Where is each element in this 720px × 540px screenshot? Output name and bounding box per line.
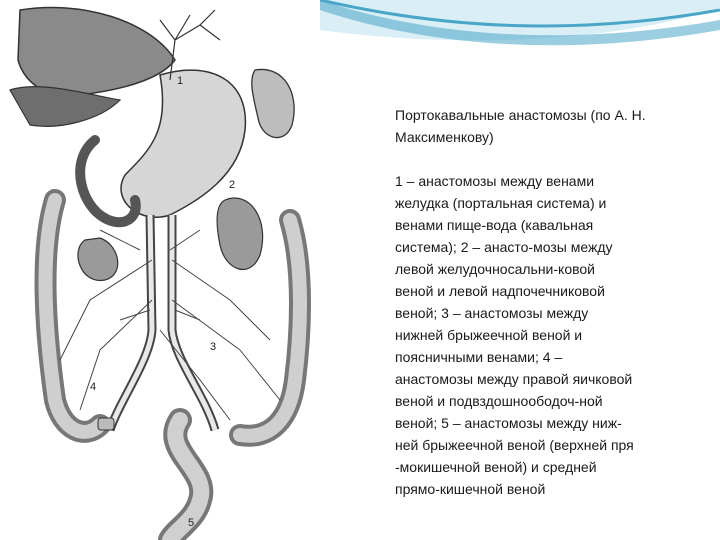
caption-line: венами пище-вода (кавальная [395, 217, 594, 233]
caption-line: система); 2 – анасто-мозы между [395, 239, 613, 255]
anatomy-illustration [0, 0, 330, 540]
caption-line: веной и левой надпочечниковой [395, 283, 605, 299]
caption-line: нижней брыжеечной веной и [395, 327, 583, 343]
caption-line: веной; 5 – анастомозы между ниж- [395, 415, 622, 431]
figure-label-3: 3 [210, 341, 217, 353]
caption-line: желудка (портальная система) и [395, 195, 607, 211]
caption-line: 1 – анастомозы между венами [395, 173, 595, 189]
caption-text [395, 104, 675, 500]
anatomy-drawing [0, 0, 330, 540]
figure-label-4: 4 [90, 381, 97, 393]
figure-label-5: 5 [188, 517, 195, 529]
caption-line: анастомозы между правой яичковой [395, 371, 633, 387]
caption-line: поясничными венами; 4 – [395, 349, 563, 365]
caption-line: левой желудочносальни-ковой [395, 261, 595, 277]
caption-line: веной и подвздошноободоч-ной [395, 393, 603, 409]
decorative-banner [320, 0, 720, 60]
caption-title: Портокавальные анастомозы (по А. Н. Максименкову) [395, 107, 646, 145]
caption-body [395, 170, 675, 500]
figure-label-2: 2 [229, 179, 236, 191]
caption-line: ней брыжеечной веной (верхней пря [395, 437, 634, 453]
caption-line: веной; 3 – анастомозы между [395, 305, 589, 321]
figure-label-1: 1 [177, 75, 184, 87]
caption-line: -мокишечной веной) и средней [395, 459, 597, 475]
caption-line: прямо-кишечной веной [395, 481, 546, 497]
